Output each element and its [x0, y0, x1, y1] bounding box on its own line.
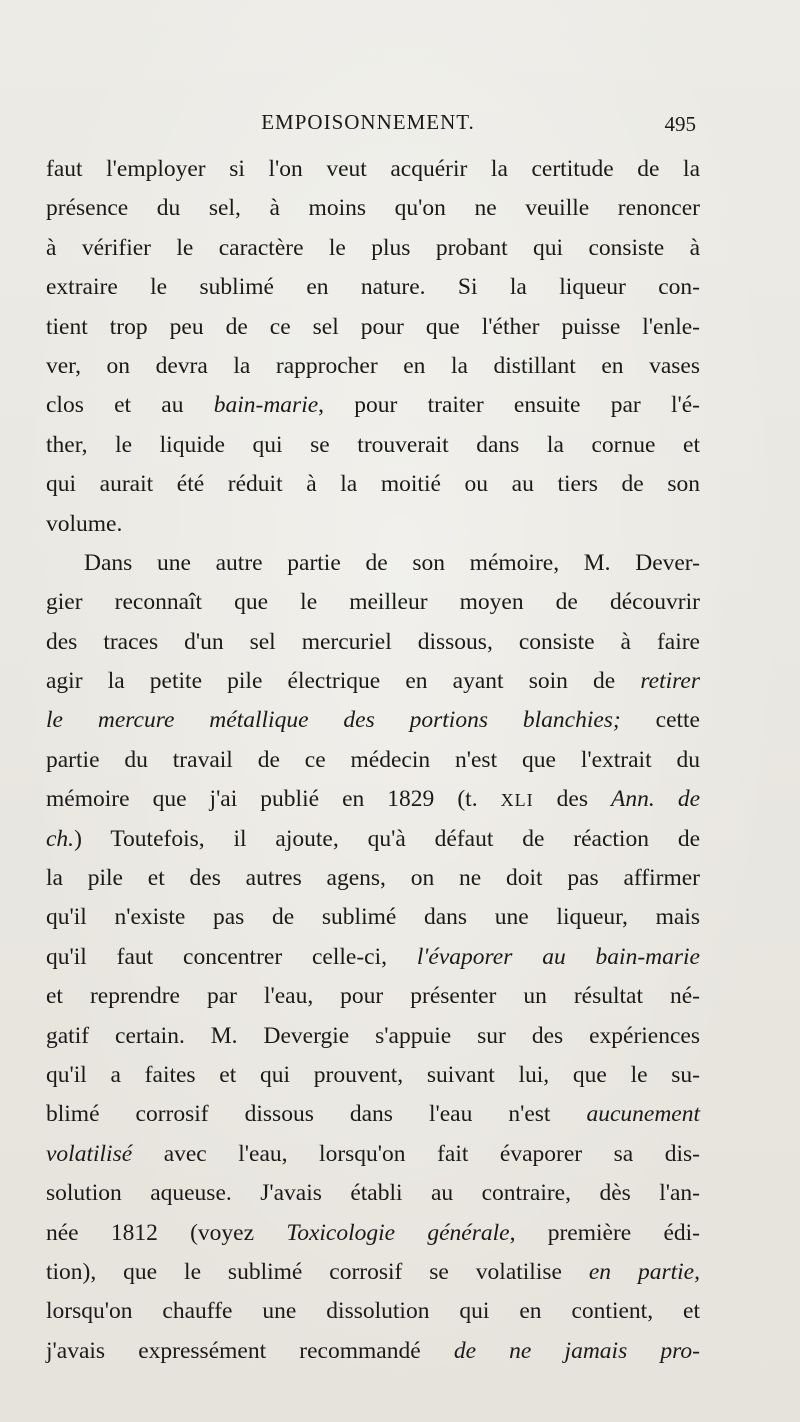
text-line: qu'il n'existe pas de sublimé dans une liqueur, mais — [46, 904, 700, 931]
text-line: ther, le liquide qui se trouverait dans la cornue et — [46, 431, 700, 458]
italic-run: aucunement — [586, 1101, 700, 1128]
text-line — [46, 701, 700, 740]
small-caps-run: XLI — [500, 790, 534, 811]
text-line — [46, 386, 700, 425]
text-run: agir la petite pile électrique en ayant soin de — [46, 668, 641, 695]
text-line — [46, 820, 700, 859]
text-run: blimé corrosif dissous dans l'eau n'est — [46, 1101, 587, 1128]
text-line — [46, 1332, 700, 1371]
running-head — [50, 110, 696, 144]
text-line: tient trop peu de ce sel pour que l'éther puisse l'enle- — [46, 313, 700, 340]
text-line: à vérifier le caractère le plus probant qui consiste à — [46, 234, 700, 261]
text-line — [46, 780, 700, 819]
text-line — [46, 938, 700, 977]
italic-run: volatilisé — [46, 1140, 133, 1167]
running-title: EMPOISONNEMENT. — [261, 110, 475, 134]
text-run: , pour traiter ensuite par l'é- — [318, 392, 700, 419]
text-run: ) Toutefois, il ajoute, qu'à défaut de réaction de — [74, 825, 700, 852]
text-run: qu'il faut concentrer celle-ci, — [46, 943, 417, 970]
text-line: des traces d'un sel mercuriel dissous, consiste à faire — [46, 628, 700, 655]
page-number: 495 — [664, 112, 696, 136]
text-line — [46, 1135, 700, 1174]
text-line: solution aqueuse. J'avais établi au contraire, dès l'an- — [46, 1180, 700, 1207]
text-line: partie du travail de ce médecin n'est que l'extrait du — [46, 746, 700, 773]
text-line: et reprendre par l'eau, pour présenter un résultat né- — [46, 983, 700, 1010]
italic-run: de ne jamais pro- — [453, 1337, 700, 1364]
text-line: lorsqu'on chauffe une dissolution qui en contient, et — [46, 1298, 700, 1325]
text-line — [46, 1253, 700, 1292]
text-line — [46, 662, 700, 701]
text-line: qui aurait été réduit à la moitié ou au tiers de son — [46, 471, 700, 498]
italic-run: bain-marie — [213, 392, 319, 419]
text-line: gatif certain. M. Devergie s'appuie sur des expériences — [46, 1022, 700, 1049]
text-run: j'avais expressément recommandé — [46, 1337, 454, 1364]
text-line: ver, on devra la rapprocher en la distillant en vases — [46, 352, 700, 379]
text-line: la pile et des autres agens, on ne doit pas affirmer — [46, 865, 700, 892]
text-run: avec l'eau, lorsqu'on fait évaporer sa dis- — [132, 1140, 700, 1167]
text-line: faut l'employer si l'on veut acquérir la certitude de la — [46, 156, 700, 182]
text-line — [46, 1214, 700, 1253]
text-line — [46, 1095, 700, 1134]
text-run: cette — [620, 707, 700, 734]
text-line: présence du sel, à moins qu'on ne veuille renoncer — [46, 195, 700, 222]
text-line: extraire le sublimé en nature. Si la liqueur con- — [46, 274, 700, 301]
text-line: gier reconnaît que le meilleur moyen de découvrir — [46, 589, 700, 616]
text-line: volume. — [46, 510, 123, 537]
text-run: clos et au — [46, 392, 214, 419]
italic-run: ch. — [46, 825, 75, 852]
italic-run: l'évaporer au bain-marie — [416, 943, 700, 970]
italic-run: Toxicologie générale — [286, 1219, 510, 1246]
text-run: tion), que le sublimé corrosif se volatilise — [46, 1258, 589, 1285]
italic-run: en partie, — [588, 1258, 700, 1285]
italic-run: retirer — [640, 668, 700, 695]
italic-run: Ann. de — [611, 786, 700, 813]
body-text — [46, 150, 700, 1371]
text-run: , première édi- — [509, 1219, 700, 1246]
text-run: mémoire que j'ai publié en 1829 (t. — [46, 786, 501, 813]
text-line: qu'il a faites et qui prouvent, suivant lui, que le su- — [46, 1061, 700, 1088]
text-line: Dans une autre partie de son mémoire, M. Dever- — [84, 549, 700, 576]
text-run: née 1812 (voyez — [46, 1219, 287, 1246]
text-run: des — [533, 786, 612, 813]
italic-run: le mercure métallique des portions blanchies; — [46, 707, 621, 734]
